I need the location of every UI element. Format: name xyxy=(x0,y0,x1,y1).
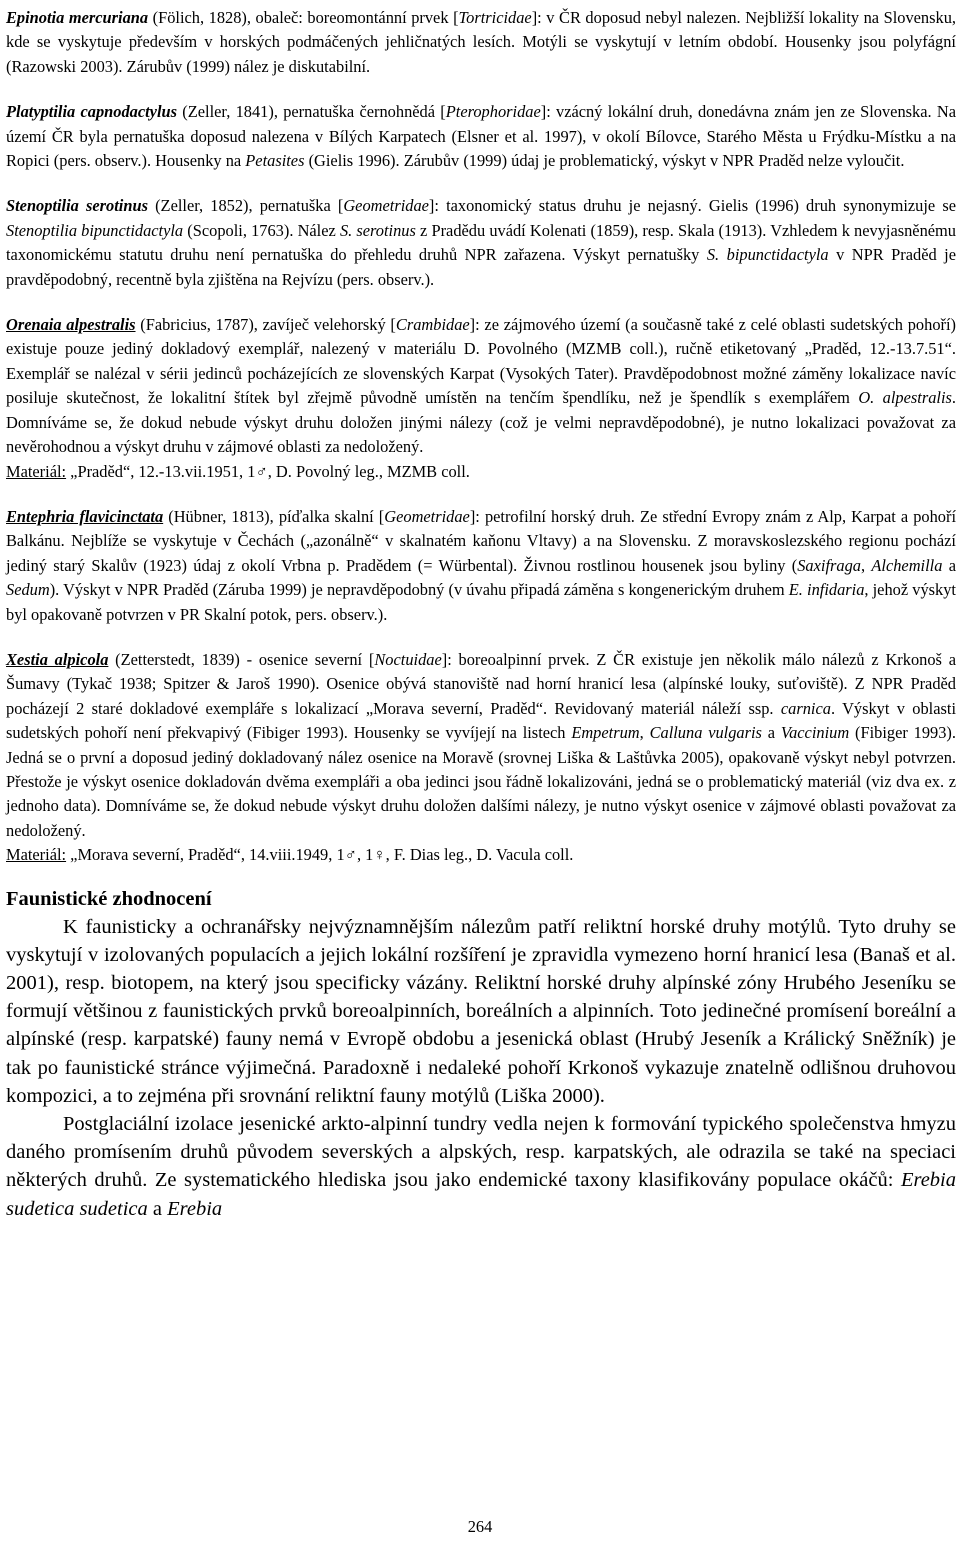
entry-text: . Domníváme se, že dokud nebude výskyt druhu doložen jinými nálezy (což je velmi nepravděpodobné), je nutno lokalizaci považovat za nevěrohodnou a výskyt druhu v zájmové oblasti za nedoložený. xyxy=(6,388,957,457)
species-name: Entephria flavicinctata xyxy=(6,506,164,526)
taxon-name: Erebia xyxy=(167,1197,223,1220)
entry-text: (Scopoli, 1763). Nález xyxy=(183,220,340,240)
subspecies-name: carnica xyxy=(780,698,831,718)
entry-text: ]: taxonomický status druhu je nejasný. Gielis (1996) druh synonymizuje se xyxy=(428,196,956,216)
entry-text: a xyxy=(761,723,781,743)
plant-name: Empetrum xyxy=(571,723,640,743)
taxon-name: O. alpestralis xyxy=(858,388,952,408)
material-label: Materiál: xyxy=(6,461,67,481)
species-name: Stenoptilia serotinus xyxy=(6,196,148,216)
entry-text: (Gielis 1996). Zárubův (1999) údaj je problematický, výskyt v NPR Praděd nelze vyloučit. xyxy=(304,151,905,171)
plant-name: Petasites xyxy=(245,151,305,171)
entry-text: (Fabricius, 1787), zavíječ velehorský [ xyxy=(135,315,396,335)
material-text: „Praděd“, 12.-13.vii.1951, 1♂, D. Povolný leg., MZMB coll. xyxy=(66,461,470,481)
species-name: Xestia alpicola xyxy=(6,649,109,669)
entry-text: . Výskyt v oblasti sudetských pohoří není překvapivý (Fibiger 1993). Housenky se vyvíjejí na listech xyxy=(6,698,956,743)
paragraph-text: a xyxy=(147,1197,168,1220)
species-entry-xestia xyxy=(6,648,956,868)
entry-text: (Fölich, 1828), obaleč: boreomontánní prvek [ xyxy=(148,8,459,27)
entry-text: , jehož výskyt byl opakovaně potvrzen v PR Skalní potok, pers. observ.). xyxy=(6,580,956,624)
section-heading: Faunistické zhodnocení xyxy=(6,887,212,910)
paragraph-text: Postglaciální izolace jesenické arkto-alpinní tundry vedla nejen k formování typického společenstva hmyzu daného promísením druhů původem severských a alpských, resp. karpatských, ale odrazila se také na speciaci některých druhů. Ze systematického hlediska jsou jako endemické taxony klasifikovány populace okáčů: xyxy=(6,1113,956,1192)
entry-text: v NPR Praděd je pravděpodobný, recentně byla zjištěna na Rejvízu (pers. observ.). xyxy=(6,245,956,289)
species-entry-orenaia xyxy=(6,313,956,484)
entry-text: a xyxy=(942,555,956,575)
species-entry-platyptilia xyxy=(6,100,956,173)
family-name: Tortricidae xyxy=(458,8,532,27)
entry-text: (Zeller, 1852), pernatuška [ xyxy=(147,196,344,216)
entry-text: ]: ze zájmového území (a současně také z celé oblasti sudetských pohoří) existuje pouze jediný dokladový exemplář, nalezený v materiálu D. Povolného (MZMB coll.), ručně etiketovaný „Praděd, 12.-13.7.51“. Exemplář se nalézal v sérii jedinců pocházejících ze slovenských Karpat (Vysokých Tater). Pravděpodobnost možné záměny lokalizace navíc posiluje skutečnost, že lokalitní štítek byl zřejmě původně umístěn na tenčím špendlíku, než je špendlík s exemplářem xyxy=(6,315,956,408)
document-page xyxy=(6,0,956,1223)
plant-name: Sedum xyxy=(6,580,50,600)
body-paragraph-2 xyxy=(6,1110,956,1223)
taxon-name: E. infidaria xyxy=(788,580,865,600)
entry-text: (Zetterstedt, 1839) - osenice severní [ xyxy=(108,649,375,669)
plant-name: Vaccinium xyxy=(780,723,850,743)
entry-text: , xyxy=(639,723,650,743)
entry-text: z Pradědu uvádí Kolenati (1859), resp. Skala (1913). Vzhledem k nevyjasněnému taxonomickému statutu druhu není pernatuška do přehledu druhů NPR zařazena. Výskyt pernatušky xyxy=(6,220,956,265)
material-label: Materiál: xyxy=(6,845,67,865)
entry-text: (Zeller, 1841), pernatuška černohnědá [ xyxy=(177,102,446,122)
family-name: Geometridae xyxy=(384,506,470,526)
species-name: Epinotia mercuriana xyxy=(6,8,149,27)
species-entry-entephria xyxy=(6,505,956,627)
plant-name: Calluna vulgaris xyxy=(649,723,762,743)
entry-text: , xyxy=(860,555,872,575)
plant-name: Alchemilla xyxy=(871,555,943,575)
family-name: Pterophoridae xyxy=(445,102,541,122)
family-name: Crambidae xyxy=(395,315,470,335)
taxon-name: S. bipunctidactyla xyxy=(706,245,829,265)
taxon-name: S. serotinus xyxy=(339,220,416,240)
plant-name: Saxifraga xyxy=(797,555,861,575)
family-name: Geometridae xyxy=(343,196,429,216)
entry-text: ]: vzácný lokální druh, donedávna znám jen ze Slovenska. Na území ČR byla pernatuška doposud nalezena v Bílých Karpatech (Elsner et al. 1997), v okolí Bílovce, Starého Města u Frýdku-Místku a na Ropici (pers. observ.). Housenky na xyxy=(6,102,956,171)
material-text: „Morava severní, Praděd“, 14.viii.1949, 1♂, 1♀, F. Dias leg., D. Vacula coll. xyxy=(66,845,574,865)
entry-text: ]: boreoalpinní prvek. Z ČR existuje jen několik málo nálezů z Krkonoš a Šumavy (Tykač 1938; Spitzer & Jaroš 1990). Osenice obývá stanoviště nad horní hranicí lesa (alpínské louky, suťoviště). Z NPR Praděd pocházejí 2 staré dokladové exempláře s lokalizací „Morava severní, Praděd“. Revidovaný materiál náleží ssp. xyxy=(6,649,956,718)
entry-text: ). Výskyt v NPR Praděd (Záruba 1999) je nepravděpodobný (v úvahu připadá záměna s kongenerickým druhem xyxy=(49,580,789,600)
species-entry-stenoptilia xyxy=(6,194,956,292)
body-paragraph-1: K faunisticky a ochranářsky nejvýznamnějším nálezům patří reliktní horské druhy motýlů. Tyto druhy se vyskytují v izolovaných populacích a jejich lokální rozšíření je zpravidla vymezeno horní hranicí lesa (Banaš et al. 2001), resp. biotopem, na který jsou specificky vázány. Reliktní horské druhy alpínské zóny Hrubého Jeseníku se formují většinou z faunistických prvků boreoalpinních, boreálních a alpinních. Toto jedinečné promísení boreální a alpínské (resp. karpatské) fauny nemá v Evropě obdobu a jesenická oblast (Hrubý Jeseník a Králický Sněžník) je tak po faunistické stránce výjimečná. Paradoxně i nedaleké pohoří Krkonoš vykazuje znatelně odlišnou druhovou kompozici, a to zejména při srovnání reliktní fauny motýlů (Liška 2000). xyxy=(6,915,956,1107)
species-name: Platyptilia capnodactylus xyxy=(6,102,177,122)
species-name: Orenaia alpestralis xyxy=(6,315,136,335)
species-entry-epinotia xyxy=(6,6,956,79)
synonym-name: Stenoptilia bipunctidactyla xyxy=(6,220,184,240)
entry-text: (Hübner, 1813), píďalka skalní [ xyxy=(163,506,385,526)
entry-text: (Fibiger 1993). Jedná se o první a doposud jediný dokladovaný nález osenice na Moravě (srovnej Liška & Laštůvka 2005), opakovaně výskyt nebyl potvrzen. Přestože je výskyt osenice dokladován dvěma exempláři a oba jedinci jsou řádně lokalizováni, jedná se o problematický materiál (viz dva ex. z jednoho data). Domníváme se, že dokud nebude výskyt druhu doložen dalšími nálezy, je nutno výskyt osenice v zájmové oblasti považovat za nedoložený. xyxy=(6,723,956,840)
taxon-name: Erebia sudetica sudetica xyxy=(6,1169,956,1220)
entry-text: ]: v ČR doposud nebyl nalezen. Nejbližší lokality na Slovensku, kde se vyskytuje především v horských podmáčených jehličnatých lesích. Motýli se vyskytují v letním období. Housenky jsou polyfágní (Razowski 2003). Zárubův (1999) nález je diskutabilní. xyxy=(6,8,956,76)
entry-text: ]: petrofilní horský druh. Ze střední Evropy znám z Alp, Karpat a pohoří Balkánu. Nejblíže se vyskytuje v Čechách („azonálně“ v skalnatém kaňonu Vltavy) a na Slovensku. Z moravskoslezského regionu pochází jediný starý Skalův (1923) údaj z okolí Vrbna p. Pradědem (= Würbental). Živnou rostlinou housenek jsou byliny ( xyxy=(6,506,957,575)
family-name: Noctuidae xyxy=(374,649,442,669)
page-number: 264 xyxy=(467,1517,493,1536)
